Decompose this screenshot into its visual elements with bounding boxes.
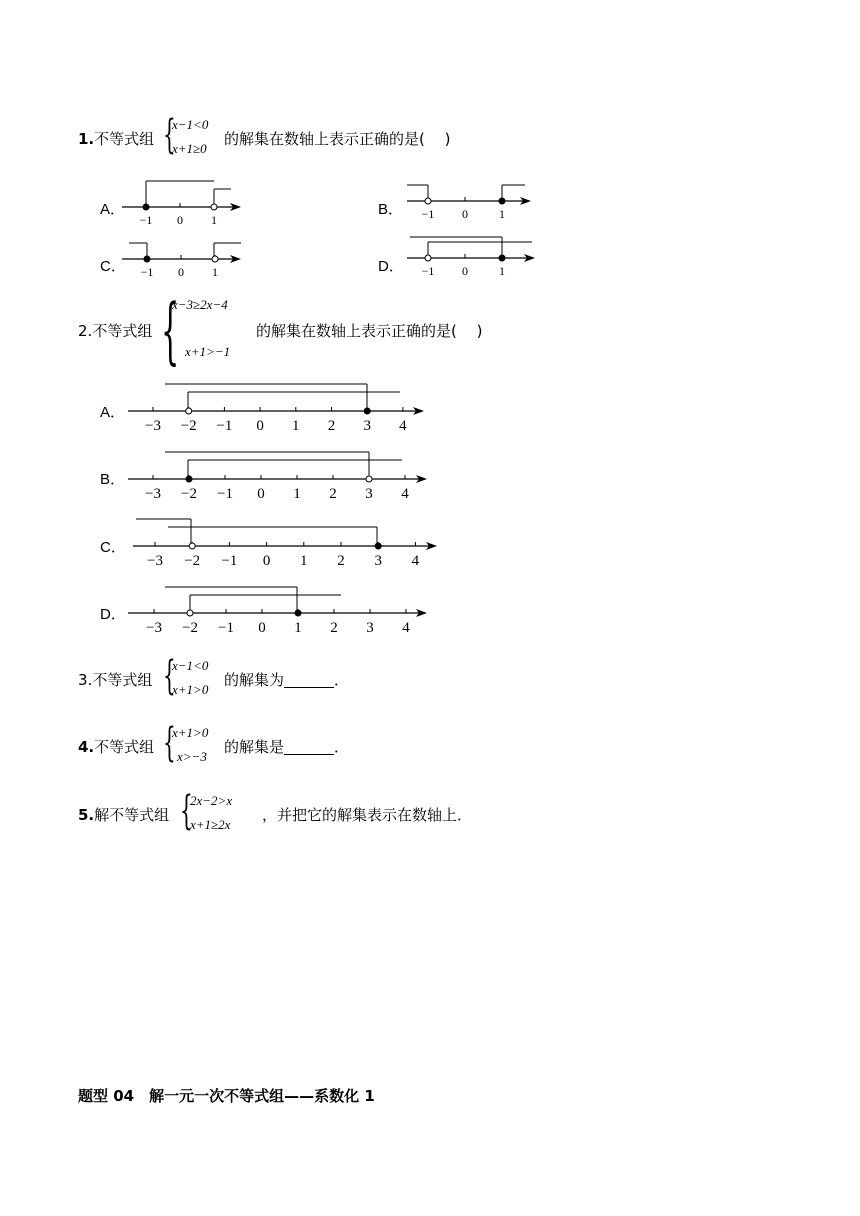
q1-c-tick-label-1: 0 [178,265,184,279]
q1-option-c-label: C． [100,258,126,275]
q2-b-tick-label-5: 2 [329,486,337,502]
q2-d-tick-label-0: −3 [146,620,162,636]
q4-number: 4. [78,738,95,756]
q2-b-right-endpoint [366,476,372,482]
section-title: 题型 04 解一元一次不等式组——系数化 1 [78,1087,375,1105]
q2-a-tick-label-0: −3 [145,418,161,434]
q3-eq-1: x−1<0 [172,658,209,673]
q2-a-tick-label-7: 4 [399,418,407,434]
q1-b-tick-label-0: −1 [421,207,435,221]
q1-d-left-endpoint [425,255,431,261]
q1-prefix: 不等式组 [94,130,155,148]
q2-a-tick-label-5: 2 [327,418,336,434]
q2-d-left-endpoint [187,610,193,616]
q4-brace: { [163,720,176,766]
q2-b-tick-label-7: 4 [401,486,409,502]
q3-brace: { [163,653,176,699]
q1-option-d-label: D． [378,258,404,275]
q2-d-tick-label-7: 4 [402,620,410,636]
q5-prefix: 解不等式组 [94,806,170,824]
q1-b-tick-label-2: 1 [499,207,505,221]
q2-c-tick-label-5: 2 [337,553,345,569]
q2-d-tick-label-1: −2 [182,620,198,636]
q2-b-tick-label-1: −2 [181,486,197,502]
q1-a-tick-label-0: −1 [139,213,153,227]
q1-option-b-label: B． [378,201,404,218]
q2-prefix: 不等式组 [92,322,153,340]
q2-a-tick-label-3: 0 [256,418,264,434]
q1-a-left-endpoint [143,204,149,210]
q1-b-right-endpoint [499,198,505,204]
q2-c-tick-label-6: 3 [374,553,382,569]
q2-d-tick-label-2: −1 [218,620,234,636]
q2-a-left-endpoint [186,408,192,414]
q2-a-right-endpoint [364,408,370,414]
q1-a-tick-label-1: 0 [177,213,183,227]
q1-a-tick-label-2: 1 [211,213,217,227]
q3-eq-2: x+1>0 [172,682,209,697]
q3-suffix: 的解集为 [224,671,285,689]
q2-b-tick-label-0: −3 [145,486,161,502]
q5-brace: { [180,788,193,834]
q2-b-tick-label-4: 1 [293,486,301,502]
q2-option-b-label: B． [100,471,126,488]
q2-c-left-endpoint [189,543,195,549]
q2-a-tick-label-2: −1 [216,418,233,434]
q1-c-right-endpoint [212,256,218,262]
q2-d-tick-label-5: 2 [330,620,338,636]
q4-eq-2: x>−3 [177,749,207,764]
q2-c-tick-label-0: −3 [147,553,163,569]
q1-brace: { [163,112,176,158]
q2-brace: { [161,288,180,372]
q1-b-tick-label-1: 0 [462,207,468,221]
q3-number: 3. [78,671,93,689]
q1-option-a-label: A． [100,201,126,218]
q2-c-tick-label-1: −2 [184,553,201,569]
q1-c-left-endpoint [144,256,150,262]
q2-a-tick-label-4: 1 [292,418,300,434]
q3-end: ． [334,671,350,689]
q1-eq-2: x+1≥0 [172,141,207,156]
q2-suffix: 的解集在数轴上表示正确的是( ) [256,322,483,340]
q2-c-tick-label-7: 4 [411,553,420,569]
q3-prefix: 不等式组 [92,671,153,689]
q2-d-tick-label-4: 1 [294,620,302,636]
q4-eq-1: x+1>0 [172,725,209,740]
q1-b-left-endpoint [425,198,431,204]
q5-suffix: ，并把它的解集表示在数轴上． [262,806,473,824]
q4-suffix: 的解集是 [224,738,285,756]
q2-b-tick-label-2: −1 [217,486,233,502]
q2-c-tick-label-4: 1 [300,553,308,569]
q2-option-c-label: C． [100,539,126,556]
q2-eq-1: x−3≥2x−4 [172,297,228,312]
q2-d-tick-label-3: 0 [258,620,266,636]
q4-prefix: 不等式组 [94,738,155,756]
q1-a-right-endpoint [211,204,217,210]
q1-d-tick-label-2: 1 [499,264,505,278]
q2-number: 2. [78,322,93,340]
q1-c-tick-label-0: −1 [140,265,154,279]
q2-option-a-label: A． [100,404,126,421]
q4-end: ． [334,738,350,756]
q2-b-left-endpoint [186,476,192,482]
q2-d-right-endpoint [295,610,301,616]
q2-c-tick-label-3: 0 [262,553,271,569]
q1-suffix: 的解集在数轴上表示正确的是( ) [224,130,451,148]
q2-b-tick-label-3: 0 [257,486,265,502]
q2-d-tick-label-6: 3 [366,620,374,636]
q2-a-tick-label-1: −2 [180,418,197,434]
q1-number: 1. [78,130,95,148]
q2-eq-2: x+1>−1 [185,344,231,359]
q1-eq-1: x−1<0 [172,117,209,132]
q2-option-d-label: D． [100,606,126,623]
q1-d-tick-label-0: −1 [421,264,435,278]
q1-d-right-endpoint [499,255,505,261]
q2-a-tick-label-6: 3 [363,418,371,434]
q5-number: 5. [78,806,95,824]
q5-eq-2: x+1≥2x [190,817,231,832]
q2-b-tick-label-6: 3 [365,486,373,502]
q1-c-tick-label-2: 1 [212,265,218,279]
q5-eq-1: 2x−2>x [190,793,233,808]
q2-c-right-endpoint [375,543,381,549]
q1-d-tick-label-1: 0 [462,264,468,278]
q2-c-tick-label-2: −1 [221,553,238,569]
